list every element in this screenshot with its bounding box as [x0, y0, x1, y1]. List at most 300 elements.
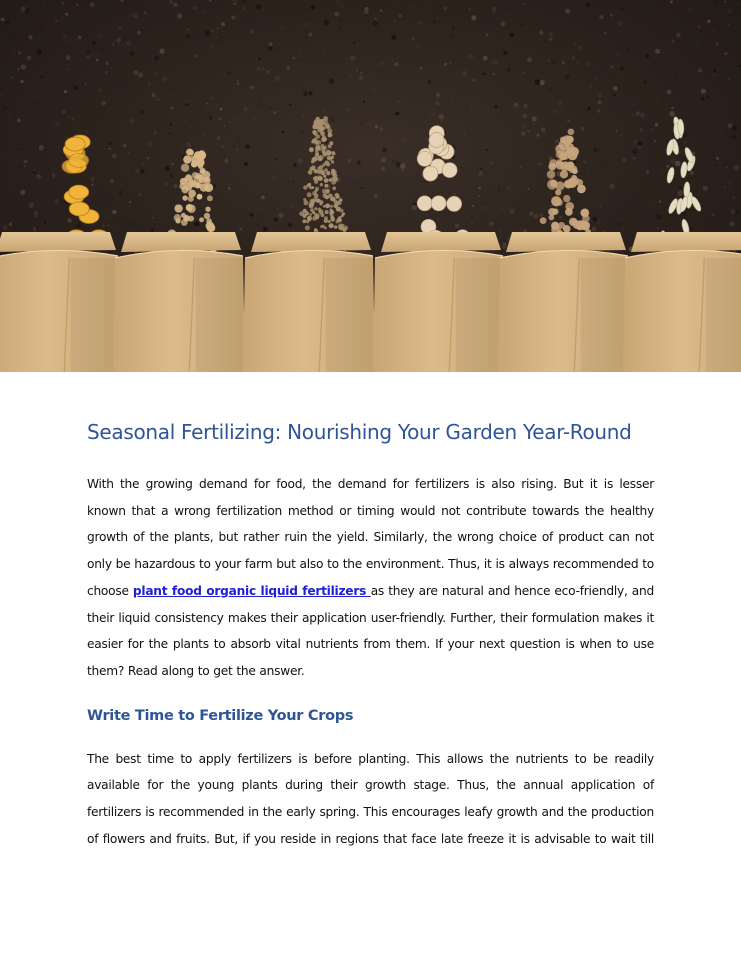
- seed: [330, 210, 335, 215]
- pouch-back-flap: [506, 232, 626, 252]
- soil-speck: [507, 68, 510, 71]
- soil-speck: [293, 181, 295, 183]
- soil-speck: [578, 46, 581, 49]
- soil-speck: [379, 127, 383, 131]
- soil-speck: [131, 180, 132, 181]
- soil-speck: [522, 123, 527, 128]
- soil-speck: [395, 112, 399, 116]
- seed: [567, 161, 575, 169]
- soil-speck: [467, 37, 469, 39]
- seed: [203, 177, 211, 185]
- soil-speck: [152, 216, 155, 219]
- soil-speck: [482, 147, 484, 149]
- soil-speck: [227, 71, 230, 74]
- soil-speck: [25, 8, 31, 14]
- soil-speck: [112, 225, 114, 227]
- soil-speck: [610, 65, 614, 69]
- soil-speck: [43, 221, 46, 224]
- soil-speck: [66, 68, 68, 70]
- soil-speck: [443, 6, 447, 10]
- soil-speck: [670, 0, 673, 3]
- soil-speck: [497, 184, 501, 188]
- soil-speck: [633, 140, 638, 145]
- soil-speck: [3, 106, 7, 110]
- soil-speck: [66, 55, 71, 60]
- seed: [182, 195, 187, 200]
- soil-speck: [273, 111, 276, 114]
- soil-speck: [96, 59, 99, 62]
- seed: [324, 219, 328, 223]
- seed: [331, 156, 334, 159]
- seed: [341, 214, 344, 217]
- soil-speck: [620, 7, 623, 10]
- soil-speck: [311, 5, 315, 9]
- soil-speck: [305, 22, 309, 26]
- soil-speck: [360, 137, 361, 138]
- soil-speck: [72, 118, 74, 120]
- soil-speck: [727, 8, 732, 13]
- soil-speck: [92, 41, 96, 45]
- soil-speck: [439, 114, 444, 119]
- soil-speck: [501, 80, 506, 85]
- soil-speck: [732, 125, 737, 130]
- soil-speck: [508, 8, 510, 10]
- soil-speck: [65, 13, 68, 16]
- seed: [325, 204, 330, 209]
- seed: [339, 198, 342, 201]
- soil-speck: [541, 128, 546, 133]
- soil-speck: [91, 183, 94, 186]
- soil-speck: [76, 223, 81, 228]
- soil-speck: [108, 215, 110, 217]
- soil-speck: [86, 50, 91, 55]
- soil-speck: [85, 83, 87, 85]
- soil-speck: [68, 219, 72, 223]
- soil-speck: [188, 29, 189, 30]
- soil-speck: [219, 108, 222, 111]
- soil-speck: [24, 159, 28, 163]
- soil-speck: [234, 118, 236, 120]
- soil-speck: [61, 2, 64, 5]
- soil-speck: [128, 12, 133, 17]
- soil-speck: [361, 187, 363, 189]
- seed: [312, 124, 317, 129]
- soil-speck: [494, 105, 497, 108]
- soil-speck: [263, 227, 268, 232]
- seed: [305, 225, 310, 230]
- soil-speck: [41, 199, 43, 201]
- soil-speck: [547, 59, 550, 62]
- seed: [199, 168, 205, 174]
- soil-speck: [604, 32, 607, 35]
- seed: [549, 215, 555, 221]
- soil-speck: [591, 169, 596, 174]
- soil-speck: [20, 148, 23, 151]
- seed: [331, 160, 334, 163]
- soil-speck: [284, 226, 285, 227]
- soil-speck: [250, 213, 254, 217]
- soil-speck: [222, 145, 224, 147]
- soil-speck: [357, 176, 359, 178]
- soil-speck: [499, 238, 500, 239]
- soil-speck: [598, 93, 603, 98]
- soil-speck: [165, 166, 170, 171]
- seed: [568, 128, 575, 135]
- soil-speck: [411, 37, 415, 41]
- soil-speck: [280, 25, 283, 28]
- seed: [328, 224, 331, 227]
- seed: [577, 185, 586, 194]
- soil-speck: [13, 49, 16, 52]
- soil-speck: [414, 199, 416, 201]
- soil-speck: [514, 26, 519, 31]
- soil-speck: [627, 48, 630, 51]
- soil-speck: [1, 18, 4, 21]
- soil-speck: [616, 130, 618, 132]
- soil-speck: [712, 30, 715, 33]
- seed: [315, 149, 318, 152]
- soil-speck: [696, 44, 699, 47]
- bean: [447, 196, 462, 211]
- soil-speck: [478, 195, 480, 197]
- soil-speck: [109, 148, 111, 150]
- soil-speck: [452, 101, 453, 102]
- soil-speck: [18, 51, 22, 55]
- soil-speck: [20, 190, 25, 195]
- soil-speck: [5, 93, 7, 95]
- seed: [331, 169, 335, 173]
- soil-speck: [463, 133, 465, 135]
- soil-speck: [275, 158, 277, 160]
- soil-speck: [647, 225, 649, 227]
- soil-speck: [721, 166, 723, 168]
- soil-speck: [618, 21, 623, 26]
- seed: [188, 190, 196, 198]
- soil-speck: [269, 43, 273, 47]
- soil-speck: [351, 135, 352, 136]
- soil-speck: [20, 6, 25, 11]
- hero-image: [0, 0, 741, 372]
- soil-speck: [484, 2, 485, 3]
- soil-speck: [162, 77, 166, 81]
- seed: [326, 171, 331, 176]
- soil-speck: [40, 25, 42, 27]
- soil-speck: [319, 41, 321, 43]
- seed: [316, 144, 320, 148]
- soil-speck: [21, 64, 26, 69]
- soil-speck: [379, 61, 384, 66]
- soil-speck: [697, 25, 700, 28]
- soil-speck: [581, 127, 585, 131]
- soil-speck: [59, 15, 64, 20]
- soil-speck: [219, 117, 222, 120]
- soil-speck: [404, 139, 406, 141]
- plant-food-fertilizer-link[interactable]: plant food organic liquid fertilizers: [132, 583, 371, 598]
- soil-speck: [517, 129, 520, 132]
- soil-speck: [594, 213, 596, 215]
- soil-speck: [711, 213, 714, 216]
- soil-speck: [399, 14, 402, 17]
- seed: [326, 125, 330, 129]
- soil-speck: [391, 159, 395, 163]
- seed: [570, 147, 579, 156]
- soil-speck: [469, 9, 471, 11]
- soil-speck: [129, 201, 132, 204]
- soil-speck: [529, 212, 533, 216]
- soil-speck: [620, 250, 623, 253]
- soil-speck: [268, 184, 270, 186]
- soil-speck: [561, 195, 563, 197]
- bean: [417, 151, 432, 166]
- soil-speck: [365, 196, 366, 197]
- soil-speck: [395, 62, 399, 66]
- seed: [334, 225, 338, 229]
- soil-speck: [728, 123, 733, 128]
- soil-speck: [510, 97, 513, 100]
- soil-speck: [651, 128, 652, 129]
- soil-speck: [700, 188, 701, 189]
- soil-speck: [500, 22, 505, 27]
- soil-speck: [275, 207, 278, 210]
- seed: [565, 208, 573, 216]
- soil-speck: [472, 205, 475, 208]
- seed: [333, 177, 338, 182]
- seed: [336, 195, 340, 199]
- soil-speck: [350, 55, 356, 61]
- soil-speck: [178, 194, 181, 197]
- soil-speck: [184, 119, 187, 122]
- seed: [314, 120, 317, 123]
- soil-speck: [524, 176, 525, 177]
- seed: [312, 199, 316, 203]
- intro-text-after-link: as they are natural and hence eco-friendly, and their liquid consistency makes their application user-friendly. Further, their formulation makes it easier for the plants to absorb vital nutrients from them. If your next question is when to use them? Read along to get the answer.: [87, 583, 654, 678]
- seed: [317, 157, 321, 161]
- soil-speck: [733, 197, 735, 199]
- soil-speck: [253, 116, 257, 120]
- soil-speck: [365, 14, 367, 16]
- seed: [195, 173, 202, 180]
- soil-speck: [655, 49, 660, 54]
- corn-kernel: [69, 185, 89, 199]
- seed: [320, 183, 323, 186]
- soil-speck: [351, 169, 355, 173]
- seed: [197, 194, 203, 200]
- seed: [560, 170, 568, 178]
- soil-speck: [691, 227, 694, 230]
- soil-speck: [132, 98, 136, 102]
- soil-speck: [196, 100, 198, 102]
- soil-speck: [381, 158, 386, 163]
- soil-speck: [381, 167, 385, 171]
- soil-speck: [725, 52, 728, 55]
- soil-speck: [360, 72, 363, 75]
- soil-speck: [159, 49, 164, 54]
- seed: [311, 167, 315, 171]
- soil-speck: [303, 91, 308, 96]
- soil-speck: [347, 159, 351, 163]
- timing-paragraph: The best time to apply fertilizers is before planting. This allows the nutrients to be readily available for the young plants during their growth stage. Thus, the annual application of fertilizers is recommended in the early spring. This encourages leafy growth and the production of flowers and fruits. But, if you reside in regions that face late freeze it is advisable to wait till: [87, 751, 654, 846]
- soil-speck: [383, 221, 385, 223]
- soil-speck: [208, 132, 210, 134]
- soil-speck: [286, 66, 290, 70]
- soil-speck: [522, 71, 525, 74]
- soil-speck: [40, 75, 43, 78]
- soil-speck: [410, 6, 413, 9]
- soil-speck: [359, 75, 364, 80]
- soil-speck: [56, 179, 61, 184]
- soil-speck: [731, 209, 735, 213]
- seed: [318, 147, 321, 150]
- soil-speck: [646, 127, 647, 128]
- soil-speck: [600, 205, 602, 207]
- soil-speck: [411, 113, 414, 116]
- soil-speck: [148, 82, 152, 86]
- seed: [322, 137, 327, 142]
- soil-speck: [78, 36, 81, 39]
- soil-speck: [664, 184, 668, 188]
- soil-speck: [226, 213, 228, 215]
- soil-speck: [472, 79, 475, 82]
- seed: [325, 195, 329, 199]
- soil-speck: [676, 33, 680, 37]
- soil-speck: [55, 20, 58, 23]
- soil-speck: [112, 210, 116, 214]
- seed: [312, 211, 315, 214]
- soil-speck: [9, 223, 12, 226]
- soil-speck: [161, 162, 165, 166]
- seed: [319, 202, 322, 205]
- soil-speck: [96, 52, 101, 57]
- seed: [563, 195, 570, 202]
- soil-speck: [598, 100, 602, 104]
- soil-speck: [433, 21, 435, 23]
- soil-speck: [679, 186, 682, 189]
- soil-speck: [116, 38, 121, 43]
- soil-speck: [117, 44, 120, 47]
- seed: [190, 155, 196, 161]
- soil-speck: [653, 100, 655, 102]
- soil-speck: [102, 224, 105, 227]
- soil-speck: [411, 169, 413, 171]
- soil-speck: [471, 106, 473, 108]
- soil-speck: [486, 34, 489, 37]
- soil-speck: [169, 132, 171, 134]
- seed: [314, 141, 318, 145]
- soil-speck: [105, 71, 108, 74]
- soil-speck: [532, 50, 538, 56]
- seed: [195, 182, 201, 188]
- seed: [580, 208, 589, 217]
- soil-speck: [500, 230, 502, 232]
- soil-speck: [391, 126, 393, 128]
- soil-speck: [382, 148, 386, 152]
- soil-speck: [293, 163, 296, 166]
- soil-speck: [10, 38, 13, 41]
- soil-speck: [589, 220, 590, 221]
- soil-speck: [574, 137, 580, 143]
- soil-speck: [154, 56, 159, 61]
- soil-speck: [300, 129, 305, 134]
- soil-speck: [706, 96, 709, 99]
- soil-speck: [657, 220, 660, 223]
- seed: [188, 149, 194, 155]
- soil-speck: [36, 49, 42, 55]
- soil-speck: [567, 120, 569, 122]
- soil-speck: [617, 222, 621, 226]
- soil-speck: [45, 17, 48, 20]
- soil-speck: [262, 68, 265, 71]
- soil-speck: [298, 56, 300, 58]
- soil-speck: [584, 161, 586, 163]
- soil-speck: [194, 221, 199, 226]
- soil-speck: [169, 66, 172, 69]
- soil-speck: [462, 71, 467, 76]
- soil-speck: [289, 204, 293, 208]
- seed: [186, 204, 193, 211]
- soil-speck: [69, 40, 70, 41]
- soil-speck: [224, 125, 226, 127]
- soil-speck: [183, 144, 184, 145]
- soil-speck: [510, 33, 514, 37]
- soil-speck: [678, 190, 684, 196]
- soil-speck: [539, 30, 544, 35]
- seed: [580, 222, 587, 229]
- soil-speck: [646, 170, 650, 174]
- soil-speck: [216, 36, 218, 38]
- soil-speck: [335, 26, 337, 28]
- pouch-shadow: [196, 258, 243, 372]
- soil-speck: [242, 6, 245, 9]
- soil-speck: [450, 62, 452, 64]
- soil-speck: [550, 87, 553, 90]
- soil-speck: [588, 172, 590, 174]
- soil-speck: [497, 83, 499, 85]
- soil-speck: [713, 69, 716, 72]
- soil-speck: [168, 186, 173, 191]
- soil-speck: [275, 76, 280, 81]
- soil-speck: [17, 68, 19, 70]
- seed: [342, 228, 346, 232]
- soil-speck: [286, 74, 289, 77]
- intro-text-before-link: With the growing demand for food, the demand for fertilizers is also rising. But it is lesser known that a wrong fertilization method or timing would not contribute towards the healthy growth of the plants, but rather ruin the yield. Similarly, the wrong choice of product can not only be hazardous to your farm but also to the environment. Thus, it is always recommended to choose: [87, 477, 654, 598]
- soil-speck: [63, 49, 65, 51]
- soil-speck: [623, 228, 624, 229]
- soil-speck: [154, 131, 157, 134]
- soil-speck: [244, 162, 248, 166]
- soil-speck: [54, 199, 60, 205]
- seed: [683, 182, 690, 198]
- soil-speck: [631, 102, 636, 107]
- seed: [314, 169, 318, 173]
- soil-speck: [528, 188, 530, 190]
- soil-speck: [386, 66, 388, 68]
- soil-speck: [260, 95, 262, 97]
- soil-speck: [257, 67, 260, 70]
- soil-speck: [527, 130, 529, 132]
- soil-speck: [372, 88, 377, 93]
- soil-speck: [29, 35, 33, 39]
- soil-speck: [108, 141, 112, 145]
- soil-speck: [654, 140, 656, 142]
- soil-speck: [140, 169, 145, 174]
- soil-speck: [262, 119, 266, 123]
- soil-speck: [130, 51, 135, 56]
- soil-speck: [716, 164, 718, 166]
- pouch-shadow: [706, 258, 741, 372]
- soil-speck: [351, 44, 356, 49]
- soil-speck: [5, 21, 9, 25]
- soil-speck: [728, 180, 732, 184]
